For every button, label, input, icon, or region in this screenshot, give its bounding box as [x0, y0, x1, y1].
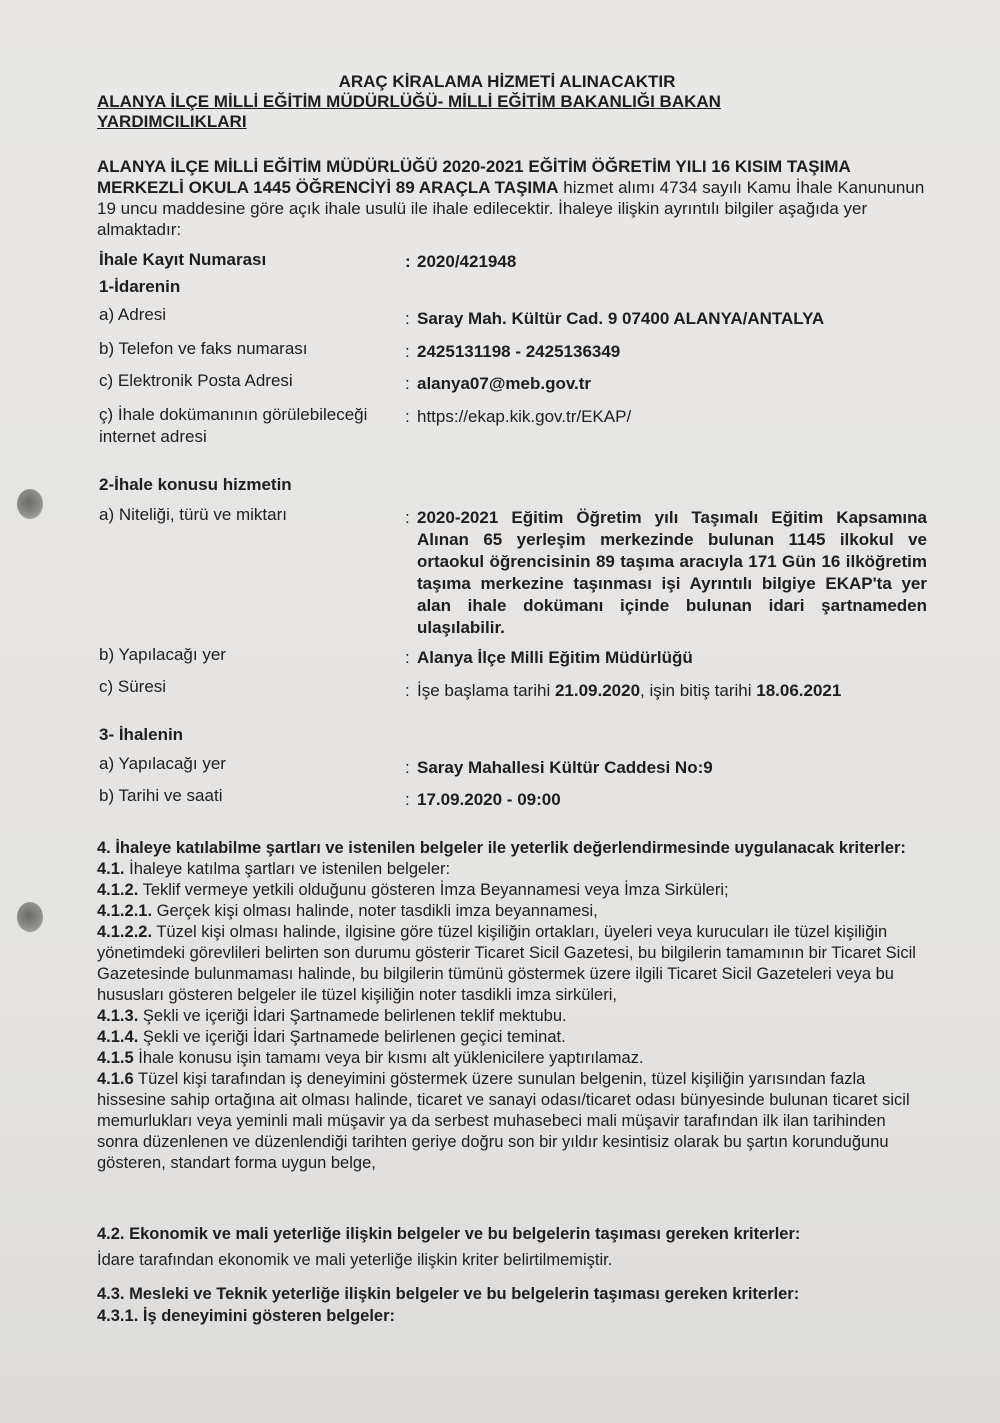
sart-item: 4.1.6 Tüzel kişi tarafından iş deneyimini göstermek üzere sunulan belgenin, tüzel kişiliğin yarısından fazla hissesine sahip ortağına ait olması halinde, ticaret ve sanayi odası/ticaret odası bünyesinde bulunan ticaret sicil memurlukları veya yeminli mali müşavir ya da serbest muhasebeci mali müşavir tarafından ilk ilan tarihinden sonra düzenlenen ve düzenlendiği tarihten geriye doğru son bir yıldır kesintisiz olarak bu şartın korunduğunu gösteren, standart forma uygun belge, [97, 1070, 910, 1172]
internet-label: ç) İhale dokümanının görülebileceği internet adresi [99, 405, 368, 446]
sart-item: 4.1.3. Şekli ve içeriği İdari Şartnamede belirlenen teklif mektubu. [97, 1007, 567, 1025]
section-ihalenin-heading: 3- İhalenin [99, 725, 184, 744]
kayit-label: İhale Kayıt Numarası [99, 250, 267, 269]
sart-item: 4.1.2.2. Tüzel kişi olması halinde, ilgisine göre tüzel kişiliğin ortakları, üyeleri veya kurucuları ile tüzel kişiliğin yönetimdeki görevlileri belirten son durumu gösterir Ticaret Sicil Gazetesi, bu bilgilerin tamamının bir Ticaret Sicil Gazetesinde bulunmaması halinde, bu bilgilerin tümünü göstermek üzere ilgili Ticaret Sicil Gazeteleri veya bu hususları gösteren belgeler ile tüzel kişiliğin noter tasdikli imza sirküleri, [97, 923, 916, 1004]
intro-text: hizmet alımı 4734 sayılı Kamu İhale Kanununun 19 uncu maddesine göre açık ihale usulü ile ihale edilecektir. İhaleye ilişkin ayrıntılı bilgiler aşağıda yer almaktadır: [97, 178, 925, 239]
eposta-label: c) Elektronik Posta Adresi [99, 371, 293, 390]
document-subtitle: ALANYA İLÇE MİLLİ EĞİTİM MÜDÜRLÜĞÜ- MİLLİ EĞİTİM BAKANLIĞI BAKAN [97, 92, 721, 111]
ihale-tarih-value: : 17.09.2020 - 09:00 [405, 790, 561, 809]
intro-paragraph [97, 156, 927, 240]
telefon-value: : 2425131198 - 2425136349 [405, 342, 621, 361]
sart-item: 4.1.4. Şekli ve içeriği İdari Şartnamede belirlenen geçici teminat. [97, 1028, 566, 1046]
nitelik-value: : 2020-2021 Eğitim Öğretim yılı Taşımalı Eğitim Kapsamına Alınan 65 yerleşim merkezinde bulunan 1145 ilkokul ve ortaokul öğrencisinin 89 taşıma aracıyla 171 Gün 16 ilköğretim taşıma merkezine taşınması işi Ayrıntılı bilgiye EKAP'ta yer alan ihale dokümanı içinde bulunan idari şartnameden ulaşılabilir. [405, 508, 927, 637]
sure-value: : İşe başlama tarihi 21.09.2020, işin bitiş tarihi 18.06.2021 [405, 681, 842, 700]
sart-item: 4.1. İhaleye katılma şartları ve istenilen belgeler: [97, 860, 451, 878]
is-deneyimi-heading: 4.3.1. İş deneyimini gösteren belgeler: [97, 1307, 396, 1325]
sure-label: c) Süresi [99, 677, 167, 696]
section-idare-heading: 1-İdarenin [99, 277, 181, 296]
ihale-yer-label: a) Yapılacağı yer [99, 754, 226, 773]
sart-item: 4.1.2. Teklif vermeye yetkili olduğunu gösteren İmza Beyannamesi veya İmza Sirküleri; [97, 881, 729, 899]
konu-yer-label: b) Yapılacağı yer [99, 645, 226, 664]
sart-item: 4.1.2.1. Gerçek kişi olması halinde, noter tasdikli imza beyannamesi, [97, 902, 598, 920]
nitelik-label: a) Niteliği, türü ve miktarı [99, 505, 287, 524]
ihale-yer-value: : Saray Mahallesi Kültür Caddesi No:9 [405, 758, 713, 777]
document-title: ARAÇ KİRALAMA HİZMETİ ALINACAKTIR [338, 72, 676, 91]
sart-item: 4.1.5 İhale konusu işin tamamı veya bir kısmı alt yüklenicilere yaptırılamaz. [97, 1049, 644, 1067]
section-sartlar [97, 838, 927, 1174]
telefon-label: b) Telefon ve faks numarası [99, 339, 308, 358]
adres-label: a) Adresi [99, 305, 167, 324]
eposta-value: : alanya07@meb.gov.tr [405, 374, 592, 393]
adres-value: : Saray Mah. Kültür Cad. 9 07400 ALANYA/ANTALYA [405, 309, 825, 328]
ihale-tarih-label: b) Tarihi ve saati [99, 786, 223, 805]
mesleki-heading: 4.3. Mesleki ve Teknik yeterliğe ilişkin belgeler ve bu belgelerin taşıması gereken kriterler: [97, 1285, 800, 1303]
document-subtitle-continued: YARDIMCILIKLARI [97, 112, 247, 131]
ekonomik-heading: 4.2. Ekonomik ve mali yeterliğe ilişkin belgeler ve bu belgelerin taşıması gereken kriterler: [97, 1225, 801, 1243]
kayit-value: : 2020/421948 [405, 252, 517, 271]
ekonomik-text: İdare tarafından ekonomik ve mali yeterliğe ilişkin kriter belirtilmemiştir. [97, 1251, 613, 1269]
section-konu-heading: 2-İhale konusu hizmetin [99, 475, 292, 494]
intro-bold: ALANYA İLÇE MİLLİ EĞİTİM MÜDÜRLÜĞÜ 2020-2021 EĞİTİM ÖĞRETİM YILI 16 KISIM TAŞIMA MERKEZLİ OKULA 1445 ÖĞRENCİYİ 89 ARAÇLA TAŞIMA [97, 157, 851, 197]
punch-hole [17, 902, 43, 932]
internet-value: : https://ekap.kik.gov.tr/EKAP/ [405, 407, 632, 426]
konu-yer-value: : Alanya İlçe Milli Eğitim Müdürlüğü [405, 648, 693, 667]
document-header [97, 72, 917, 132]
punch-hole [17, 489, 43, 519]
sartlar-heading: 4. İhaleye katılabilme şartları ve istenilen belgeler ile yeterlik değerlendirmesinde uygulanacak kriterler: [97, 839, 906, 857]
